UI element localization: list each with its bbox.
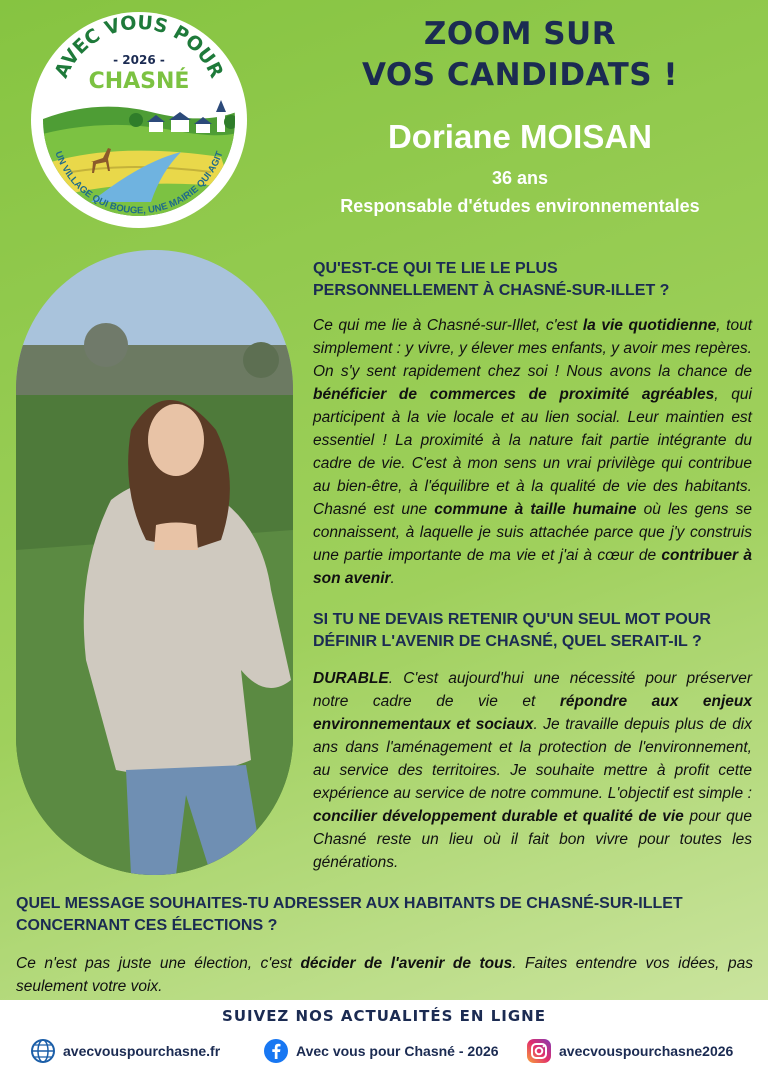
emphasis-text: la vie quotidienne [582,317,717,334]
question-3-line2: CONCERNANT CES ÉLECTIONS ? [16,917,278,934]
answer-text: , qui participent à la vie locale et au lien social. Leur maintien est essentiel ! La proximité à la nature fait partie intégrante du cadre de vie. C'est à mon sens un vrai privilège qui contribue au bien-être, à l'équilibre et à la qualité de vie des habitants. Chasné est une [313,386,752,518]
emphasis-text: concilier développement durable et qualité de vie [313,808,684,825]
emphasis-text: contribuer à son avenir [313,547,752,587]
facebook-label: Avec vous pour Chasné - 2026 [296,1043,499,1059]
candidate-photo [16,250,293,875]
answer-text: . Je travaille depuis plus de dix ans dans l'aménagement et la protection de l'environnement, au service des territoires. Je souhaite mettre à profit cette expérience au service de notre commune. L'objectif est simple : [313,716,753,802]
answer-3 [16,952,753,998]
emphasis-text: DURABLE [313,670,389,687]
campaign-logo [31,12,247,228]
logo-slogan: UN VILLAGE QUI BOUGE, UNE MAIRIE QUI AGIT [52,149,226,217]
instagram-link[interactable] [526,1038,733,1064]
answer-text: où les gens se connaissent, à laquelle je suis attachée parce que j'y construis une partie importante de ma vie et j'ai à cœur de [313,501,752,564]
logo-arc-text: AVEC VOUS POUR [50,12,228,82]
logo-town: CHASNÉ [88,69,190,94]
question-1 [313,258,753,302]
answer-text: . Faites entendre vos idées, pas seulement votre voix. [16,955,753,995]
headline [300,14,740,96]
website-link[interactable] [30,1038,220,1064]
headline-line2: VOS CANDIDATS ! [361,57,679,93]
answer-2 [313,667,752,874]
facebook-icon [263,1038,289,1064]
globe-icon [30,1038,56,1064]
question-1-line2: PERSONNELLEMENT À CHASNÉ-SUR-ILLET ? [313,282,670,299]
emphasis-text: décider de l'avenir de tous [300,955,513,972]
facebook-link[interactable] [263,1038,499,1064]
question-1-line1: QU'EST-CE QUI TE LIE LE PLUS [313,260,558,277]
answer-text: Ce n'est pas juste une élection, c'est [16,955,301,972]
instagram-icon [526,1038,552,1064]
instagram-label: avecvouspourchasne2026 [559,1043,734,1059]
website-label: avecvouspourchasne.fr [63,1043,221,1059]
question-3 [16,893,753,937]
footer-title: SUIVEZ NOS ACTUALITÉS EN LIGNE [222,1007,546,1025]
candidate-name: Doriane MOISAN [387,118,653,155]
emphasis-text: bénéficier de commerces de proximité agréables [313,386,715,403]
answer-1 [313,314,752,590]
question-2 [313,609,753,653]
candidate-age: 36 ans [491,168,549,188]
question-2-line2: DÉFINIR L'AVENIR DE CHASNÉ, QUEL SERAIT-IL ? [313,633,702,650]
answer-text: Ce qui me lie à Chasné-sur-Illet, c'est [313,317,583,334]
candidate-job: Responsable d'études environnementales [340,196,700,216]
headline-line1: ZOOM SUR [423,16,617,52]
answer-text: . C'est aujourd'hui une nécessité pour préserver notre cadre de vie et [313,670,752,710]
emphasis-text: commune à taille humaine [434,501,637,518]
question-2-line1: SI TU NE DEVAIS RETENIR QU'UN SEUL MOT POUR [313,611,711,628]
emphasis-text: répondre aux enjeux environnementaux et sociaux [313,693,752,733]
answer-text: . [390,570,395,587]
footer [0,1000,768,1070]
question-3-line1: QUEL MESSAGE SOUHAITES-TU ADRESSER AUX HABITANTS DE CHASNÉ-SUR-ILLET [16,895,683,912]
logo-graphic [31,12,247,228]
logo-year: - 2026 - [113,53,165,67]
answer-text: , tout simplement : y vivre, y élever mes enfants, y avoir mes repères. On s'y sent rapidement chez soi ! Nous avons la chance de [313,317,752,380]
answer-text: pour que Chasné reste un lieu où il fait bon vivre pour toutes les générations. [313,808,752,871]
